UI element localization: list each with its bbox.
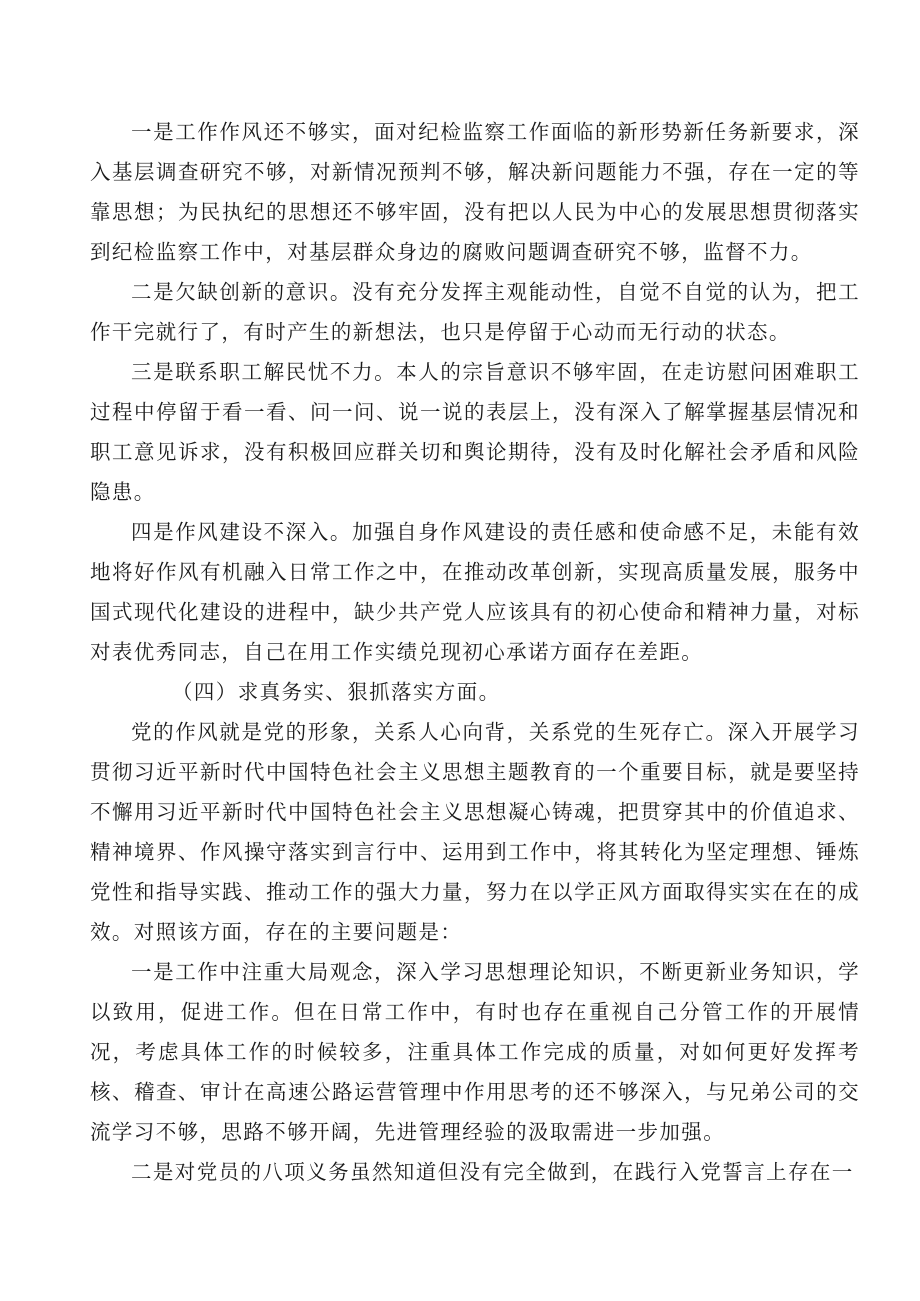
paragraph-party-style: 党的作风就是党的形象，关系人心向背，关系党的生死存亡。深入开展学习贯彻习近平新时代中国特色社会主义思想主题教育的一个重要目标，就是要坚持不懈用习近平新时代中国特色社会主义思想凝心铸魂，把贯穿其中的价值追求、精神境界、作风操守落实到言行中、运用到工作中，将其转化为坚定理想、锤炼党性和指导实践、推动工作的强大力量，努力在以学正风方面取得实实在在的成效。对照该方面，存在的主要问题是： [90, 720, 860, 944]
paragraph-overall-view: 一是工作中注重大局观念，深入学习思想理论知识，不断更新业务知识，学以致用，促进工作。但在日常工作中，有时也存在重视自己分管工作的开展情况，考虑具体工作的时候较多，注重具体工作完成的质量，对如何更好发挥考核、稽查、审计在高速公路运营管理中作用思考的还不够深入，与兄弟公司的交流学习不够，思路不够开阔，先进管理经验的汲取需进一步加强。 [90, 960, 860, 1144]
paragraph-innovation: 二是欠缺创新的意识。没有充分发挥主观能动性，自觉不自觉的认为，把工作干完就行了，有时产生的新想法，也只是停留于心动而无行动的状态。 [90, 280, 860, 344]
paragraph-staff-contact: 三是联系职工解民忧不力。本人的宗旨意识不够牢固，在走访慰问困难职工过程中停留于看一看、问一问、说一说的表层上，没有深入了解掌握基层情况和职工意见诉求，没有积极回应群关切和舆论期待，没有及时化解社会矛盾和风险隐患。 [90, 360, 860, 504]
paragraph-party-duties: 二是对党员的八项义务虽然知道但没有完全做到，在践行入党誓言上存在一 [131, 1160, 854, 1184]
document-body [90, 112, 860, 1192]
paragraph-style-building: 四是作风建设不深入。加强自身作风建设的责任感和使命感不足，未能有效地将好作风有机融入日常工作之中，在推动改革创新，实现高质量发展，服务中国式现代化建设的进程中，缺少共产党人应该具有的初心使命和精神力量，对标对表优秀同志，自己在用工作实绩兑现初心承诺方面存在差距。 [90, 520, 860, 664]
paragraph-work-style: 一是工作作风还不够实，面对纪检监察工作面临的新形势新任务新要求，深入基层调查研究不够，对新情况预判不够，解决新问题能力不强，存在一定的等靠思想；为民执纪的思想还不够牢固，没有把以人民为中心的发展思想贯彻落实到纪检监察工作中，对基层群众身边的腐败问题调查研究不够，监督不力。 [90, 120, 860, 264]
section-heading: （四）求真务实、狠抓落实方面。 [172, 680, 501, 704]
